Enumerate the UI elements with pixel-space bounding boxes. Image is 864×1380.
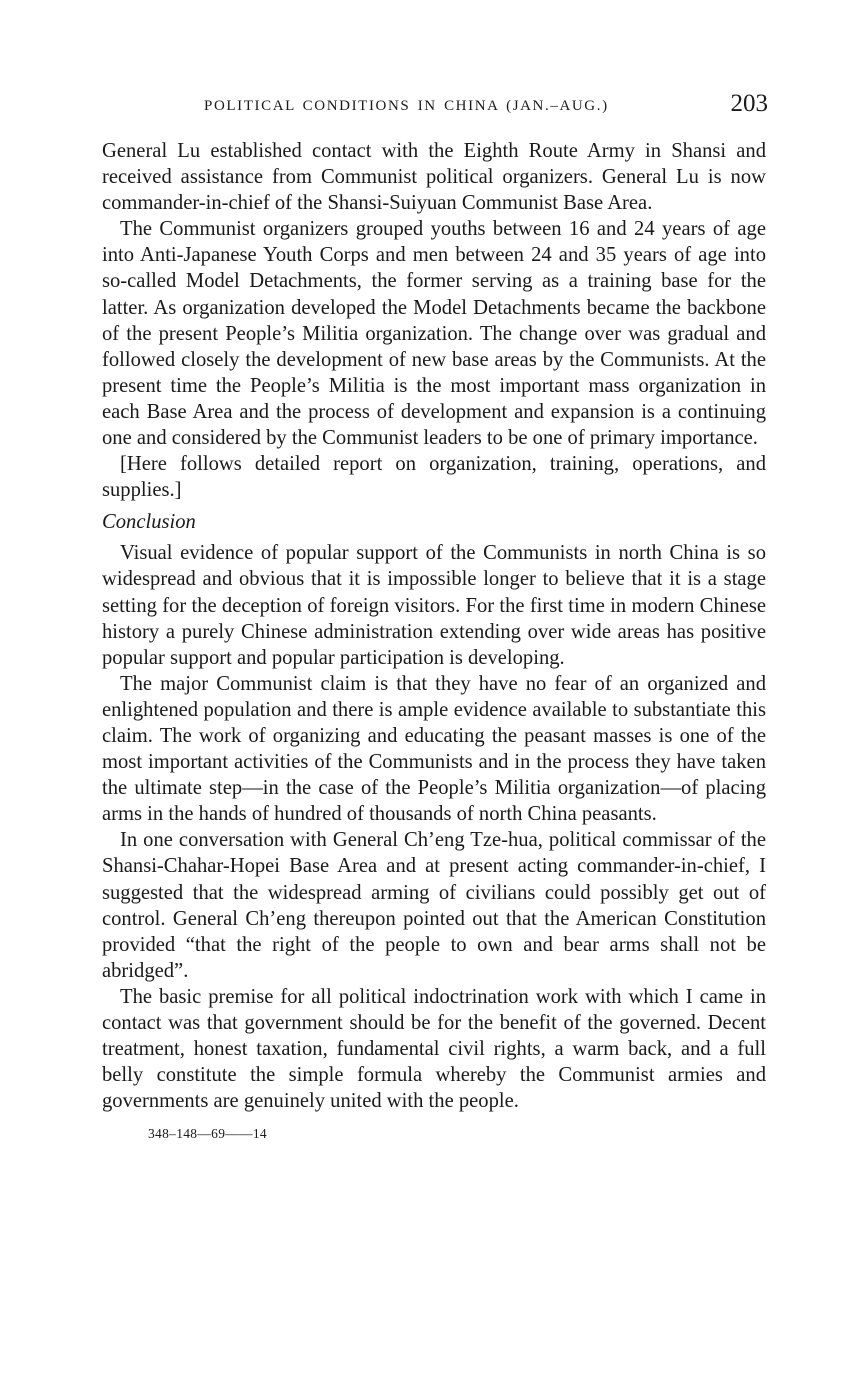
paragraph-editorial-note: [Here follows detailed report on organization, training, operations, and supplies.] — [102, 453, 766, 502]
paragraph-basic-premise: The basic premise for all political indoctrination work with which I came in contact was that government should be for the benefit of the governed. Decent treatment, honest taxation, fundamental civil rights, a warm back, and a full belly constitute the simple formula whereby the Communist armies and governments are genuinely united with the people. — [102, 985, 766, 1113]
page-number: 203 — [730, 90, 768, 117]
body-text — [102, 138, 766, 1114]
paragraph-general-lu: General Lu established contact with the Eighth Route Army in Shansi and received assistance from Communist political organizers. General Lu is now commander-in-chief of the Shansi-Suiyuan Communist Base Area. — [102, 140, 766, 215]
running-head — [102, 88, 766, 126]
paragraph-youth-corps: The Communist organizers grouped youths between 16 and 24 years of age into Anti-Japanese Youth Corps and men between 24 and 35 years of age into so-called Model Detachments, the former serving as a training base for the latter. As organization developed the Model Detachments became the backbone of the present People’s Militia organization. The change over was gradual and followed closely the development of new base areas by the Communists. At the present time the People’s Militia is the most important mass organization in each Base Area and the process of development and expansion is a continuing one and considered by the Communist leaders to be one of primary importance. — [102, 218, 766, 450]
paragraph-visual-evidence: Visual evidence of popular support of the Communists in north China is so widespread and obvious that it is impossible longer to believe that it is a stage setting for the deception of foreign visitors. For the first time in modern Chinese history a purely Chinese administration extending over wide areas has positive popular support and popular participation is developing. — [102, 542, 766, 669]
running-title: POLITICAL CONDITIONS IN CHINA (JAN.–AUG.) — [204, 98, 609, 114]
paragraph-communist-claim: The major Communist claim is that they have no fear of an organized and enlightened population and there is ample evidence available to substantiate this claim. The work of organizing and educating the peasant masses is one of the most important activities of the Communists and in the process they have taken the ultimate step—in the case of the People’s Militia organization—of placing arms in the hands of hundred of thousands of north China peasants. — [102, 672, 766, 826]
section-heading-conclusion: Conclusion — [102, 511, 196, 534]
paragraph-conversation: In one conversation with General Ch’eng Tze-hua, political commissar of the Shansi-Chahar-Hopei Base Area and at present acting commander-in-chief, I suggested that the widespread arming of civilians could possibly get out of control. General Ch’eng thereupon pointed out that the American Constitution provided “that the right of the people to own and bear arms shall not be abridged”. — [102, 829, 766, 982]
print-code: 348–148—69——14 — [148, 1126, 267, 1142]
document-page — [102, 88, 766, 1142]
